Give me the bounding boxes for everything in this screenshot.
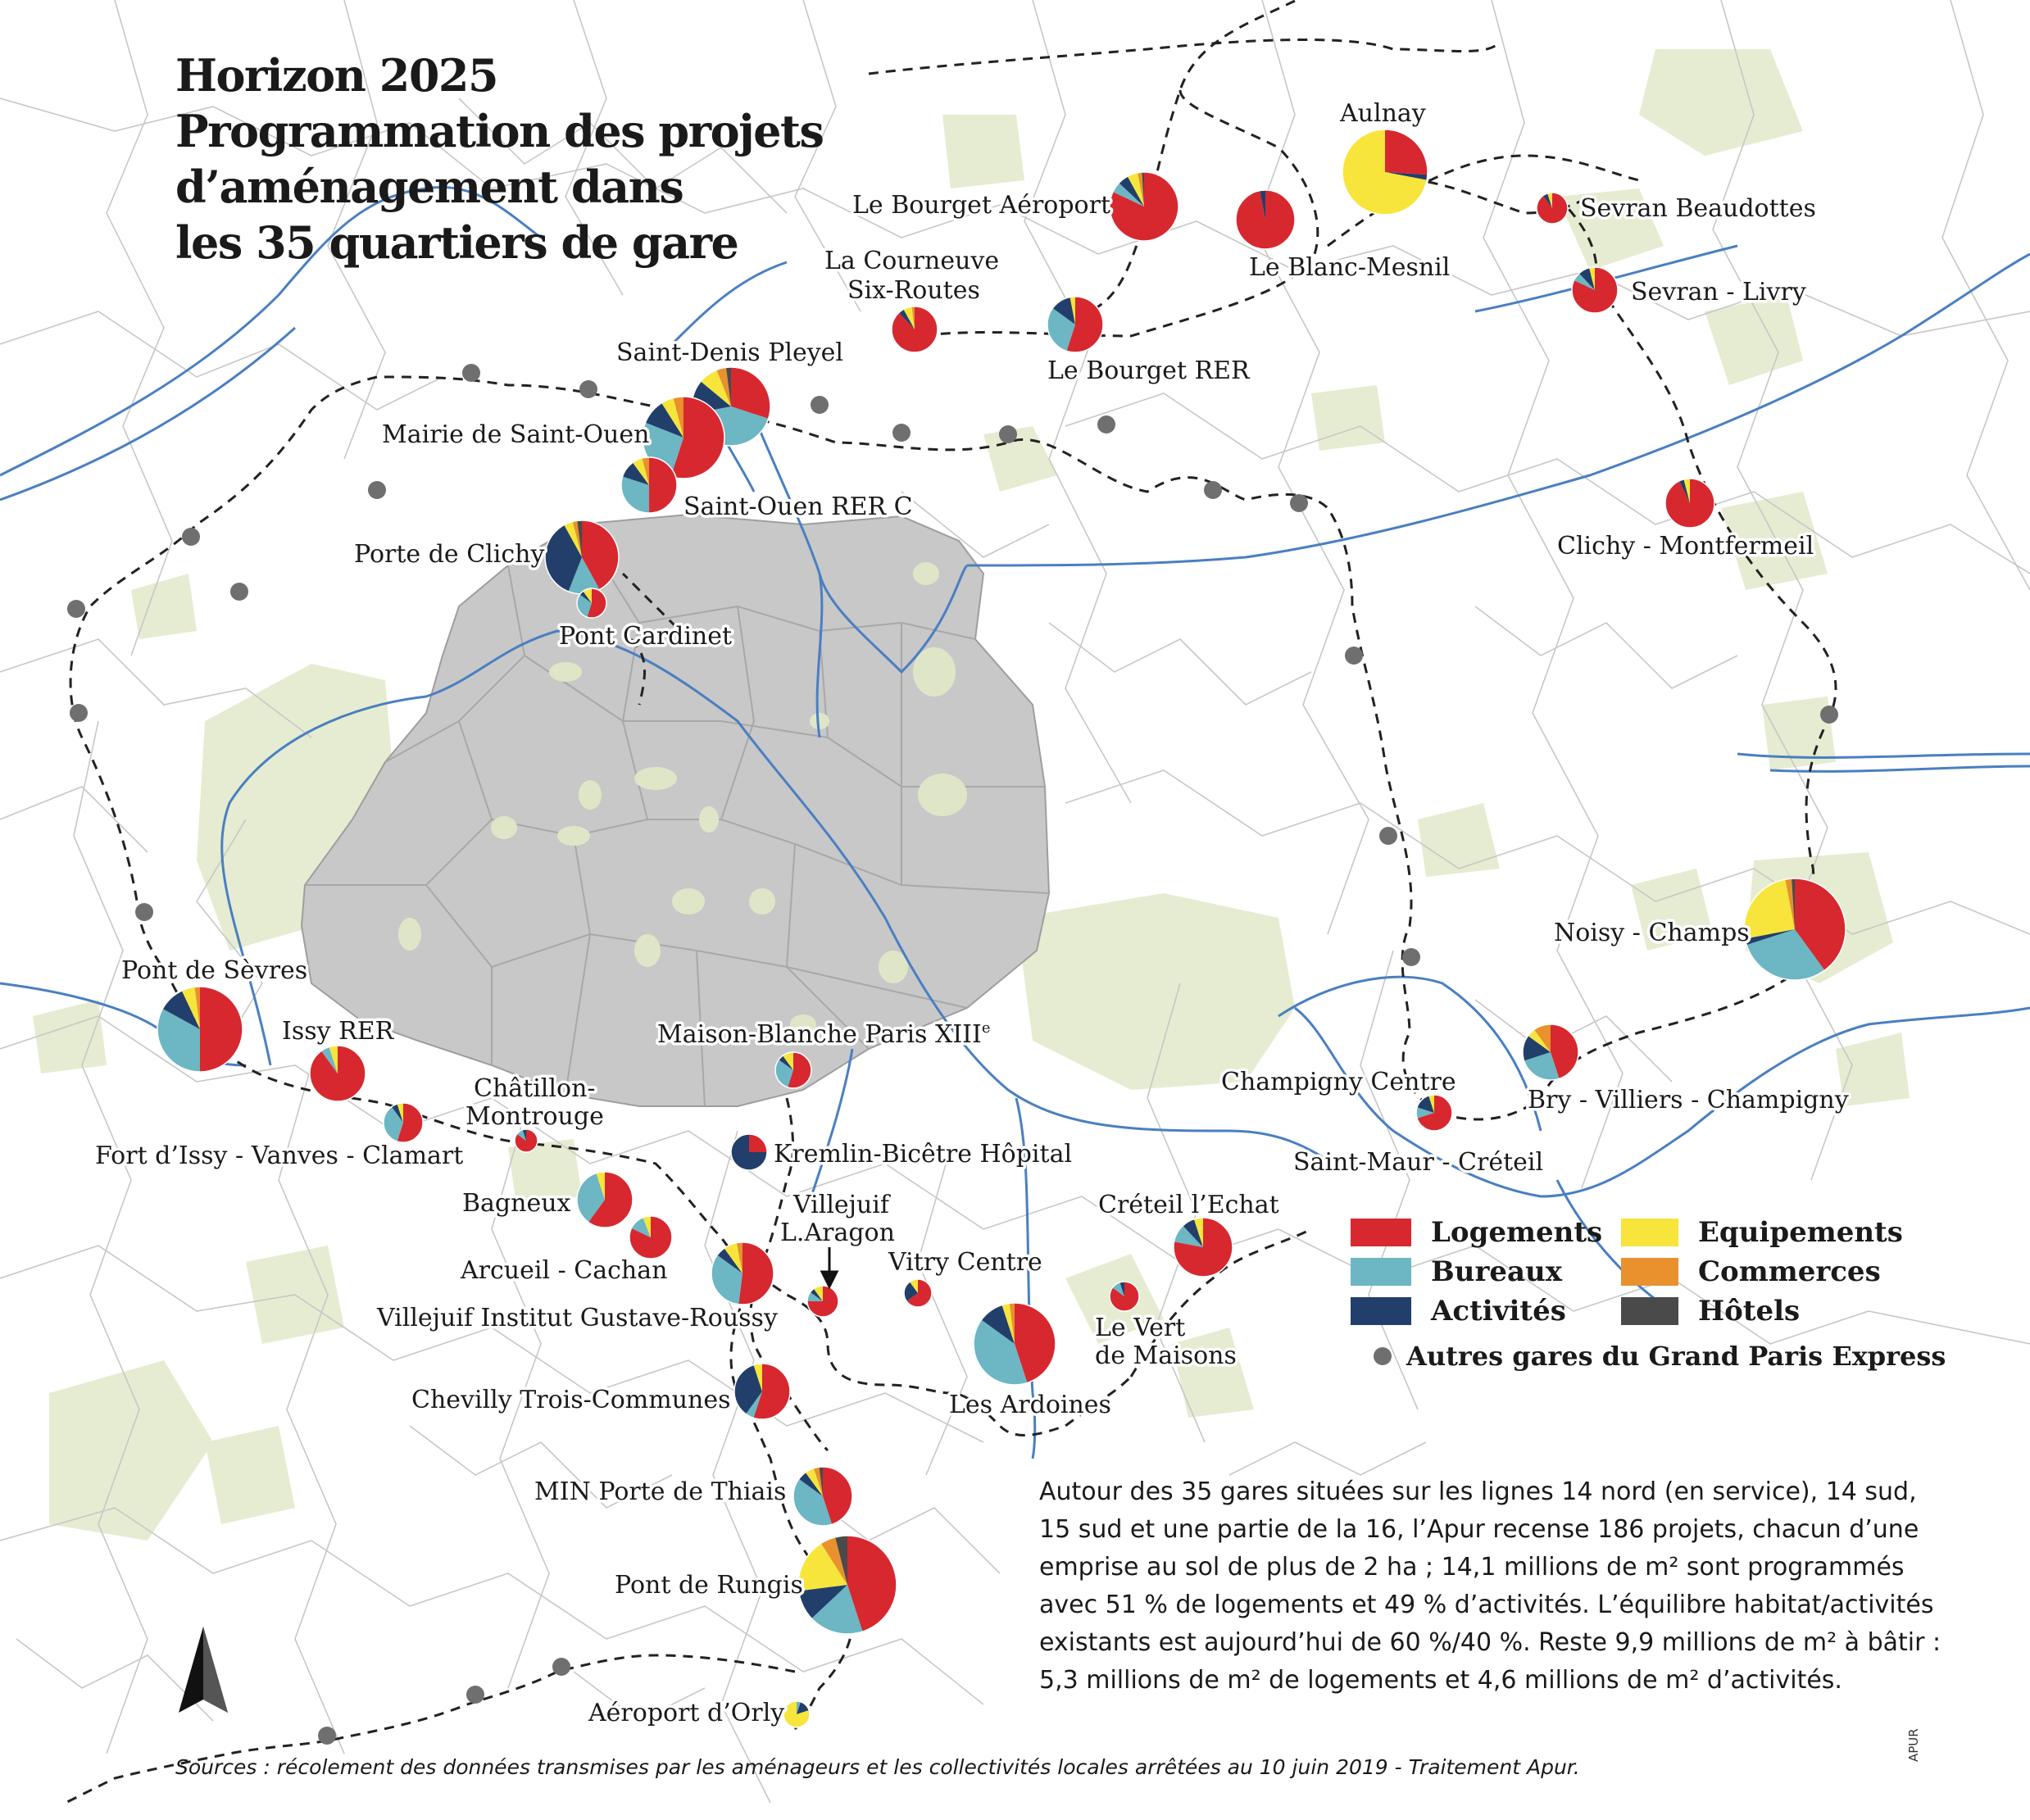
- legend-swatch-activites: [1351, 1297, 1411, 1325]
- pie-sevran-beaudottes: [1537, 193, 1568, 224]
- label-creteil: Créteil l’Echat: [1098, 1191, 1279, 1219]
- legend-label-bureaux: Bureaux: [1431, 1255, 1563, 1288]
- title-line-3: d’aménagement dans: [175, 161, 683, 213]
- pie-porte-de-clichy: [545, 520, 619, 594]
- pie-sevran-livry: [1572, 267, 1618, 313]
- note-line-4: avec 51 % de logements et 49 % d’activités. L’équilibre habitat/activités: [1039, 1591, 1934, 1619]
- label-st-maur: Saint-Maur - Créteil: [1293, 1148, 1544, 1177]
- label-aulnay: Aulnay: [1340, 99, 1426, 128]
- station-dot: [1345, 647, 1363, 665]
- station-dot: [67, 600, 85, 618]
- label-blanc-mesnil: Le Blanc-Mesnil: [1249, 253, 1451, 282]
- label-villejuif-aragon-1: Villejuif: [793, 1191, 889, 1219]
- label-vitry: Vitry Centre: [888, 1248, 1042, 1277]
- note-line-2: 15 sud et une partie de la 16, l’Apur recense 186 projets, chacun d’une: [1039, 1515, 1919, 1544]
- label-min: MIN Porte de Thiais: [534, 1477, 787, 1506]
- label-bourget-rer: Le Bourget RER: [1047, 356, 1250, 385]
- pie-min-porte-de-thiais: [793, 1467, 852, 1526]
- maison-blanche-name: Maison-Blanche Paris XIII: [657, 1020, 982, 1049]
- station-dot: [1379, 827, 1397, 845]
- station-dot: [135, 903, 153, 921]
- label-mairie-so: Mairie de Saint-Ouen: [382, 420, 650, 449]
- legend-label-activites: Activités: [1431, 1295, 1566, 1328]
- maison-blanche-sup: e: [981, 1019, 991, 1037]
- pie-saint-ouen-rer-c: [621, 457, 677, 513]
- note-line-6: 5,3 millions de m² de logements et 4,6 millions de m² d’activités.: [1039, 1666, 1842, 1695]
- pie-arcueil-cachan: [629, 1216, 672, 1259]
- label-villejuif-igr: Villejuif Institut Gustave-Roussy: [377, 1304, 778, 1332]
- pie-slice-logements: [1385, 129, 1428, 175]
- label-courneuve-1: La Courneuve: [824, 247, 1000, 275]
- credit: APUR: [1906, 1728, 1921, 1762]
- pie-noisy-champs: [1744, 878, 1846, 980]
- label-villejuif-aragon-2: L.Aragon: [780, 1219, 895, 1247]
- label-sevran-livry: Sevran - Livry: [1631, 278, 1806, 306]
- station-dot: [1290, 494, 1308, 512]
- pie-issy-rer: [310, 1046, 366, 1101]
- label-pont-cardinet: Pont Cardinet: [559, 622, 733, 651]
- station-dot: [999, 425, 1017, 443]
- legend-equipements: [1621, 1216, 1903, 1249]
- label-maison-blanche: [657, 1019, 991, 1049]
- label-kremlin: Kremlin-Bicêtre Hôpital: [774, 1140, 1073, 1169]
- legend-label-equipements: Equipements: [1698, 1216, 1903, 1249]
- label-clichy-montfermeil: Clichy - Montfermeil: [1557, 532, 1814, 561]
- legend-label-autres: Autres gares du Grand Paris Express: [1406, 1341, 1946, 1372]
- pie-pont-de-s-vres: [157, 987, 243, 1072]
- title-line-1: Horizon 2025: [175, 49, 498, 102]
- pie-kremlin-bic-tre-h-pital: [731, 1134, 767, 1170]
- legend-autres: [1344, 1341, 1946, 1372]
- pie-aulnay: [1342, 129, 1428, 215]
- pie-villejuif-institut-gustave-roussy: [711, 1242, 774, 1305]
- summary-note: [1039, 1473, 1941, 1700]
- pie-le-blanc-mesnil: [1236, 190, 1295, 249]
- station-dot: [1820, 706, 1838, 724]
- label-bagneux: Bagneux: [462, 1189, 571, 1218]
- title-line-2: Programmation des projets: [175, 105, 824, 157]
- paris-area: [302, 515, 1049, 1106]
- leader-lines: [822, 1247, 837, 1287]
- pie-slice-logements: [738, 1242, 774, 1305]
- pie-chevilly-trois-communes: [734, 1364, 790, 1419]
- station-dot: [579, 380, 597, 398]
- station-dot: [892, 424, 911, 442]
- label-noisy-champs: Noisy - Champs: [1554, 919, 1750, 947]
- legend: [1344, 1205, 1946, 1385]
- note-line-1: Autour des 35 gares situées sur les lignes 14 nord (en service), 14 sud,: [1039, 1477, 1917, 1506]
- legend-label-hotels: Hôtels: [1698, 1295, 1801, 1328]
- legend-label-commerces: Commerces: [1698, 1255, 1881, 1288]
- pie-la-courneuve-six-routes: [892, 306, 938, 352]
- station-dot: [230, 583, 248, 601]
- label-pont-sevres: Pont de Sèvres: [121, 956, 308, 985]
- station-dot: [466, 1686, 484, 1704]
- pie-les-ardoines: [974, 1303, 1056, 1385]
- legend-logements: [1351, 1216, 1602, 1249]
- pie-fort-d-issy-vanves-clamart: [384, 1103, 423, 1142]
- sources: Sources : récolement des données transmises par les aménageurs et les collectivités locales arrêtées au 10 juin 2019 - Traitement Apur.: [175, 1755, 1580, 1779]
- title-line-4: les 35 quartiers de gare: [175, 216, 738, 269]
- pie-le-bourget-rer: [1047, 297, 1103, 352]
- pie-cr-teil-l-echat: [1174, 1218, 1233, 1277]
- station-dot: [368, 481, 386, 499]
- label-bourget-aeroport: Le Bourget Aéroport: [852, 191, 1111, 220]
- pie-bagneux: [577, 1172, 633, 1228]
- note-line-3: emprise au sol de plus de 2 ha ; 14,1 millions de m² sont programmés: [1039, 1553, 1905, 1582]
- pie-bry-villiers-champigny: [1523, 1024, 1578, 1080]
- label-vert-maisons-1: Le Vert: [1095, 1314, 1186, 1342]
- label-chevilly: Chevilly Trois-Communes: [411, 1386, 731, 1414]
- label-so-rerc: Saint-Ouen RER C: [683, 492, 913, 521]
- label-vert-maisons-2: de Maisons: [1095, 1341, 1237, 1370]
- label-courneuve-2: Six-Routes: [847, 276, 980, 305]
- station-dot: [462, 364, 480, 382]
- pie-ch-tillon-montrouge: [515, 1129, 538, 1152]
- pie-maison-blanche-paris-xiiie: [775, 1052, 811, 1088]
- station-dot: [182, 528, 200, 546]
- legend-swatch-hotels: [1621, 1297, 1678, 1325]
- legend-swatch-bureaux: [1351, 1258, 1411, 1286]
- legend-label-logements: Logements: [1431, 1216, 1603, 1249]
- label-arcueil: Arcueil - Cachan: [461, 1256, 668, 1285]
- label-sd-pleyel: Saint-Denis Pleyel: [616, 338, 844, 367]
- pie-le-vert-de-maisons: [1110, 1282, 1139, 1311]
- label-champigny-centre: Champigny Centre: [1221, 1068, 1456, 1096]
- label-fort-issy: Fort d’Issy - Vanves - Clamart: [95, 1141, 464, 1170]
- legend-dot-icon: [1374, 1347, 1392, 1365]
- label-porte-clichy: Porte de Clichy: [354, 540, 545, 569]
- legend-activites: [1351, 1295, 1566, 1328]
- station-dot: [1097, 415, 1115, 433]
- label-orly: Aéroport d’Orly: [588, 1699, 785, 1727]
- pie-clichy-montfermeil: [1665, 479, 1714, 528]
- station-dot: [1204, 481, 1222, 499]
- legend-bureaux: [1351, 1255, 1562, 1288]
- north-arrow-icon: [179, 1627, 228, 1713]
- label-rungis: Pont de Rungis: [615, 1571, 803, 1600]
- pie-a-roport-d-orly: [783, 1701, 810, 1727]
- label-bry: Bry - Villiers - Champigny: [1528, 1086, 1849, 1114]
- station-dot: [1402, 948, 1420, 966]
- label-issy-rer: Issy RER: [282, 1017, 394, 1046]
- station-dot: [811, 396, 829, 414]
- map-title: [175, 48, 823, 270]
- legend-hotels: [1621, 1295, 1800, 1328]
- pie-pont-de-rungis: [798, 1536, 897, 1634]
- note-line-5: existants est aujourd’hui de 60 %/40 %. Reste 9,9 millions de m² à bâtir :: [1039, 1628, 1941, 1657]
- label-sevran-beaudottes: Sevran Beaudottes: [1580, 194, 1816, 223]
- legend-commerces: [1621, 1255, 1881, 1288]
- station-dot: [552, 1658, 570, 1676]
- pie-le-bourget-a-roport: [1110, 172, 1178, 241]
- pie-champigny-centre: [1416, 1095, 1452, 1131]
- label-chatillon-2: Montrouge: [465, 1102, 604, 1131]
- station-dot: [70, 704, 88, 722]
- pie-slice-logements: [200, 987, 243, 1072]
- station-dot: [318, 1727, 336, 1745]
- pie-pont-cardinet: [577, 588, 606, 618]
- legend-swatch-commerces: [1621, 1258, 1678, 1286]
- label-ardoines: Les Ardoines: [949, 1391, 1111, 1419]
- legend-swatch-logements: [1351, 1219, 1411, 1246]
- legend-swatch-equipements: [1621, 1219, 1678, 1246]
- label-chatillon-1: Châtillon-: [474, 1074, 596, 1103]
- pie-vitry-centre: [904, 1279, 932, 1307]
- pie-villejuif-l-aragon: [807, 1286, 838, 1317]
